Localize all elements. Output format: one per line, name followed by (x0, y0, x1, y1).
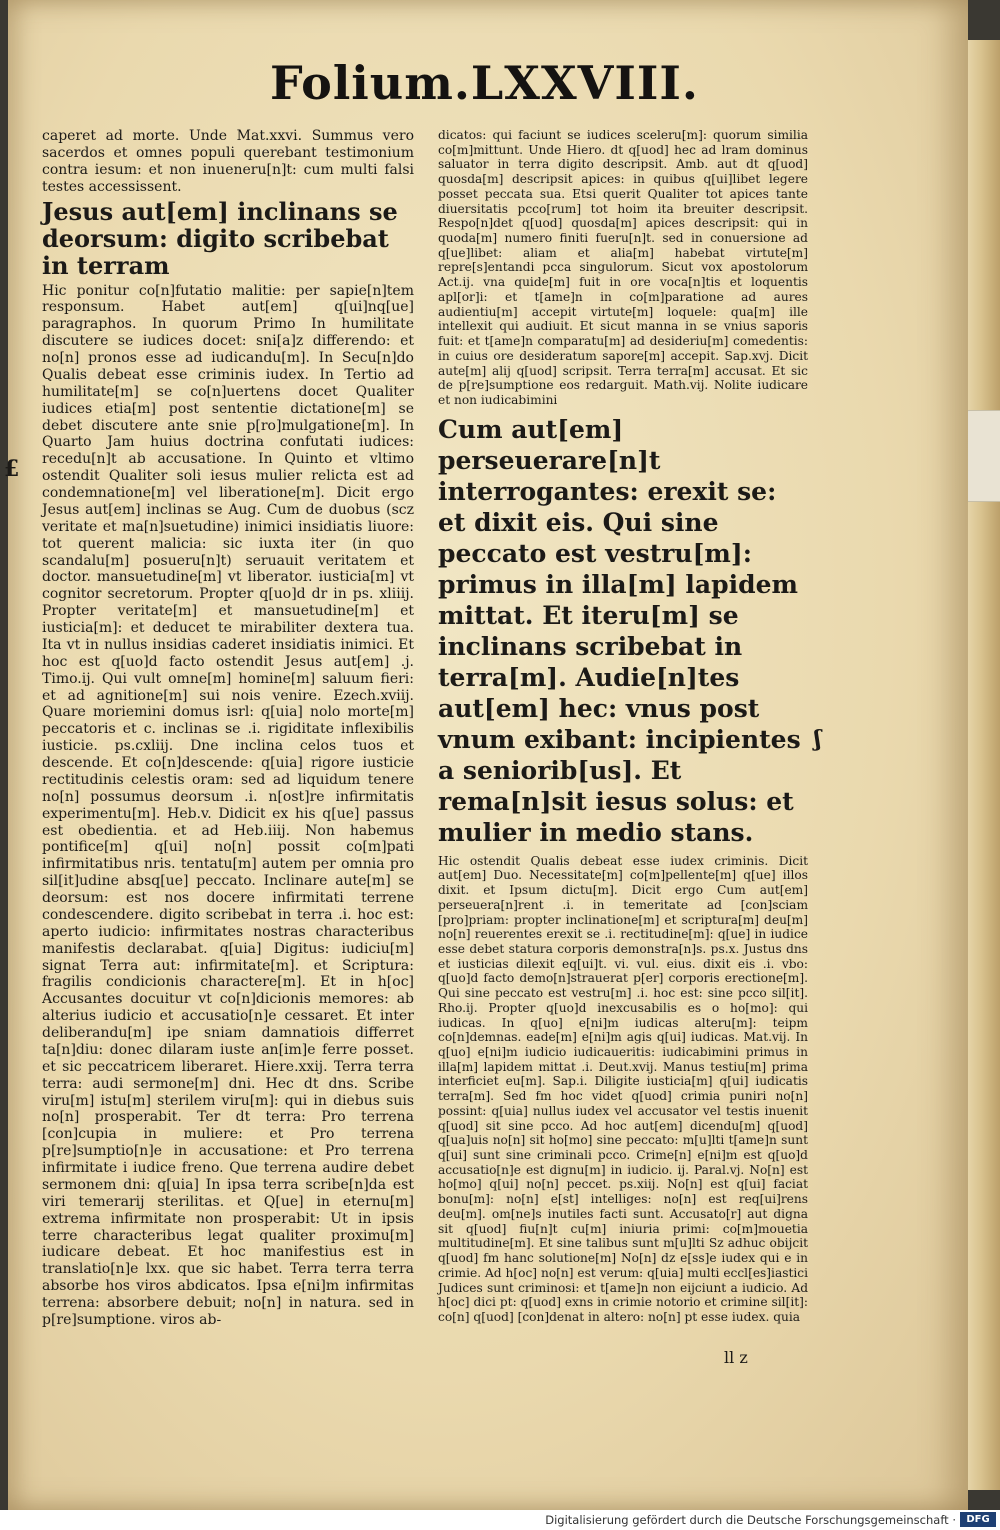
right-column (438, 128, 808, 1327)
page-header: Folium.LXXVIII. (270, 56, 699, 110)
footer-credit: Digitalisierung gefördert durch die Deutsche Forschungsgemeinschaft · (545, 1513, 956, 1527)
section-heading: Jesus aut[em] inclinans se deorsum: digito scribebat in terram (42, 196, 398, 280)
dfg-logo: DFG (960, 1512, 996, 1527)
paragraph: caperet ad morte. Unde Mat.xxvi. Summus vero sacerdos et omnes populi querebant testimonium contra iesum: et non inueneru[n]t: cum multi falsi testes accessissent. (42, 128, 414, 195)
paragraph: Hic ponitur co[n]futatio malitie: per sapie[n]tem responsum. Habet aut[em] q[ui]nq[ue] paragraphos. In quorum Primo In humilitate discutere se iudices docet: sni[a]z differendo: et no[n] pronos esse ad iudicandu[m]. In Secu[n]do Qualis debeat esse criminis iudex. In Tertio ad humilitate[m] se co[n]uertens docet Qualiter iudices etia[m] post sententie dictatione[m] se debet discutere ante snie p[ro]mulgatione[m]. In Quarto Jam huius doctrina confutati iudices: recedu[n]t ab accusatione. In Quinto et vltimo ostendit Qualiter soli iesus mulier relicta est ad condemnatione[m] vel liberatione[m]. Dicit ergo Jesus aut[em] inclinas se Aug. Cum de duobus (scz veritate et ma[n]suetudine) inimici insidiatis liuore: tot querent malicia: sic iuxta iter (in quo scandalu[m] posueru[n]t) seruauit veritatem et doctor. mansuetudine[m] vt liberator. iusticia[m] vt cognitor secretorum. Propter q[uo]d dr in ps. xliiij. Propter veritate[m] et mansuetudine[m] et iusticia[m]: et deducet te mirabiliter dextera tua. Ita vt in nullus insidias caderet insidiatis inimici. Et hoc est q[uo]d facto ostendit Jesus aut[em] .j. Timo.ij. Qui vult omne[m] homine[m] saluum fieri: et ad agnitione[m] sui nois venire. Ezech.xviij. Quare moriemini domus isrl: q[uia] nolo morte[m] peccatoris et c. inclinas se .i. rigiditate inflexibilis iusticie. ps.cxliij. Dne inclina celos tuos et descende. Et co[n]descende: q[uia] rigore iusticie rectitudinis celestis oram: sed ad liquidum tenere no[n] possumus deorsum .i. n[ost]re infirmitatis experimentu[m]. Heb.v. Didicit ex his q[ue] passus est obedientia. et ad Heb.iiij. Non habemus pontifice[m] q[ui] no[n] possit co[m]pati infirmitatibus nris. tentatu[m] autem per omnia pro sil[it]udine absq[ue] peccato. Inclinare aute[m] se deorsum: est nos docere infirmitati terrene condescendere. digito scribebat in terra .i. hoc est: aperto iudicio: infirmitates nostras characteribus manifestis declarabat. q[uia] Digitus: iudiciu[m] signat Terra aut: infirmitate[m]. et Scriptura: fragilis condicionis charactere[m]. Et in h[oc] Accusantes docuitur vt co[n]dicionis memores: ab alterius iudicio et accusatio[n]e cessaret. Et inter deliberandu[m] ipe sniam damnatiois differret ta[n]diu: donec dilaram iuste an[im]e ferre posset. et sic peccatricem liberaret. Hiere.xxij. Terra terra terra: audi sermone[m] dni. Hec dt dns. Scribe viru[m] istu[m] sterilem viru[m]: qui in diebus suis no[n] prosperabit. Ter dt terra: Pro terrena [con]cupia in muliere: et Pro terrena p[re]sumptio[n]e in accusatione: et Pro terrena infirmitate i iudice freno. Que terrena audire debet sermonem dni: q[uia] In ipsa terra scribe[n]da est viri temerarij sterilitas. et Q[ue] in eternu[m] extrema infirmitate non prosperabit: Ut in ipsis terre characteribus legat qualiter proximu[m] iudicare debeat. Et hoc manifestius est in translatio[n]e lxx. que sic habet. Terra terra terra absorbe hos viros abdicatos. Ipsa e[ni]m infirmitas terrena: absorbere debuit; no[n] in natura. sed in p[re]sumptione. viros ab- (42, 282, 414, 1328)
paragraph: Hic ostendit Qualis debeat esse iudex criminis. Dicit aut[em] Duo. Necessitate[m] co[m]pellente[m] q[ue] illos dixit. et Ipsum dictu[m]. Dicit ergo Cum aut[em] perseuera[n]rent .i. in temeritate ad [con]sciam [pro]priam: propter inclinatione[m] et scriptura[m] deu[m] no[n] reuerentes erexit se .i. rectitudine[m]: q[ue] in iudice esse debet statura corporis demonstra[n]s. ps.x. Justus dns et iusticias dilexit eq[ui]t. vi. vul. eius. dixit eis .i. vbo: q[uo]d facto demo[n]strauerat p[er] corporis erectione[m]. Qui sine peccato est vestru[m] .i. hoc est: sine pcco sil[it]. Rho.ij. Propter q[uo]d inexcusabilis es o ho[mo]: qui iudicas. In q[uo] e[ni]m iudicas alteru[m]: teipm co[n]demnas. eade[m] e[ni]m agis q[ui] iudicas. Mat.vij. In q[uo] e[ni]m iudicio iudicaueritis: iudicabimini primus in illa[m] lapidem mittat .i. Deut.xvij. Manus testiu[m] prima interficiet eu[m]. Sap.i. Diligite iusticia[m] q[ui] iudicatis terra[m]. Sed fm hoc videt q[uod] crimia puniri no[n] possint: q[uia] nullus iudex vel accusator vel testis inuenit q[uod] sit sine pcco. Ad hoc aut[em] dicendu[m] q[uod] q[ua]uis no[n] sit ho[mo] sine peccato: m[u]lti t[ame]n sunt q[ui] sunt sine criminali pcco. Crime[n] e[ni]m est q[uo]d accusatio[n]e est dignu[m] in iudicio. ij. Paral.vj. No[n] est ho[mo] q[ui] no[n] peccet. ps.xiij. No[n] est q[ui] faciat bonu[m]: no[n] e[st] intelliges: no[n] est req[ui]rens deu[m]. om[ne]s inutiles facti sunt. Accusato[r] aut digna sit q[uod] fiu[n]t cu[m] iniuria primi: co[m]mouetia multitudine[m]. Et sine talibus sunt m[u]lti Sz adhuc obijcit q[uod] fm hanc solutione[m] No[n] dz e[ss]e iudex qui e in crimie. Ad h[oc] no[n] est verum: q[uia] multi eccl[es]iastici Judices sunt criminosi: et t[ame]n non eijciunt a iudicio. Ad h[oc] dici pt: q[uod] exns in crimie notorio et crimine sil[it]: co[n] q[uod] [con]denat in altero: no[n] pt esse iudex. quia (438, 853, 808, 1324)
signature-mark: ll z (724, 1348, 748, 1367)
footer-bar (0, 1510, 1000, 1530)
book-page (4, 0, 968, 1510)
section-heading: Cum aut[em] perseuerare[n]t interrogantes: erexit se: et dixit eis. Qui sine peccato est vestru[m]: primus in illa[m] lapidem mittat. Et iteru[m] se inclinans scribebat in terra[m]. Audie[n]tes aut[em] hec: vnus post vnum exibant: incipientes a seniorib[us]. Et rema[n]sit iesus solus: et mulier in medio stans. (438, 414, 801, 847)
paragraph: dicatos: qui faciunt se iudices sceleru[m]: quorum similia co[m]mittunt. Unde Hiero. dt q[uod] hec ad lram dominus saluator in terra digito descripsit. Amb. aut dt q[uod] quosda[m] descripsit apices: in quibus q[ui]libet legere posset peccata sua. Etsi querit Qualiter tot apices tante diuersitatis pcco[rum] tot hoim ita breuiter descripsit. Respo[n]det q[uod] quosda[m] apices descripsit: qui in quoda[m] numero finiti fueru[n]t. sed in conuersione ad q[ue]libet: aliam et alia[m] habebat virtute[m] repre[s]entandi pcca singulorum. Sicut vox apostolorum Act.ij. vna quide[m] fuit in ore voca[n]tis et loquentis apl[or]i: et t[ame]n in co[m]paratione ad aures audientiu[m] accepit virtute[m] loquele: qua[m] ille intellexit qui audiuit. Et sicut manna in se vnius saporis fuit: et t[ame]n comparatu[m] ad desideriu[m] comedentis: in cuius ore desideratum sapore[m] accepit. Sap.xvj. Dicit aute[m] alij q[uod] scripsit. Terra terra[m] accusat. Et sic de p[re]sumptione eos redarguit. Math.vij. Nolite iudicare et non iudicabimini (438, 128, 808, 407)
marginal-mark-left: £ (4, 456, 20, 482)
left-column (42, 128, 414, 1331)
marginal-mark-right: ʃ (814, 726, 822, 752)
